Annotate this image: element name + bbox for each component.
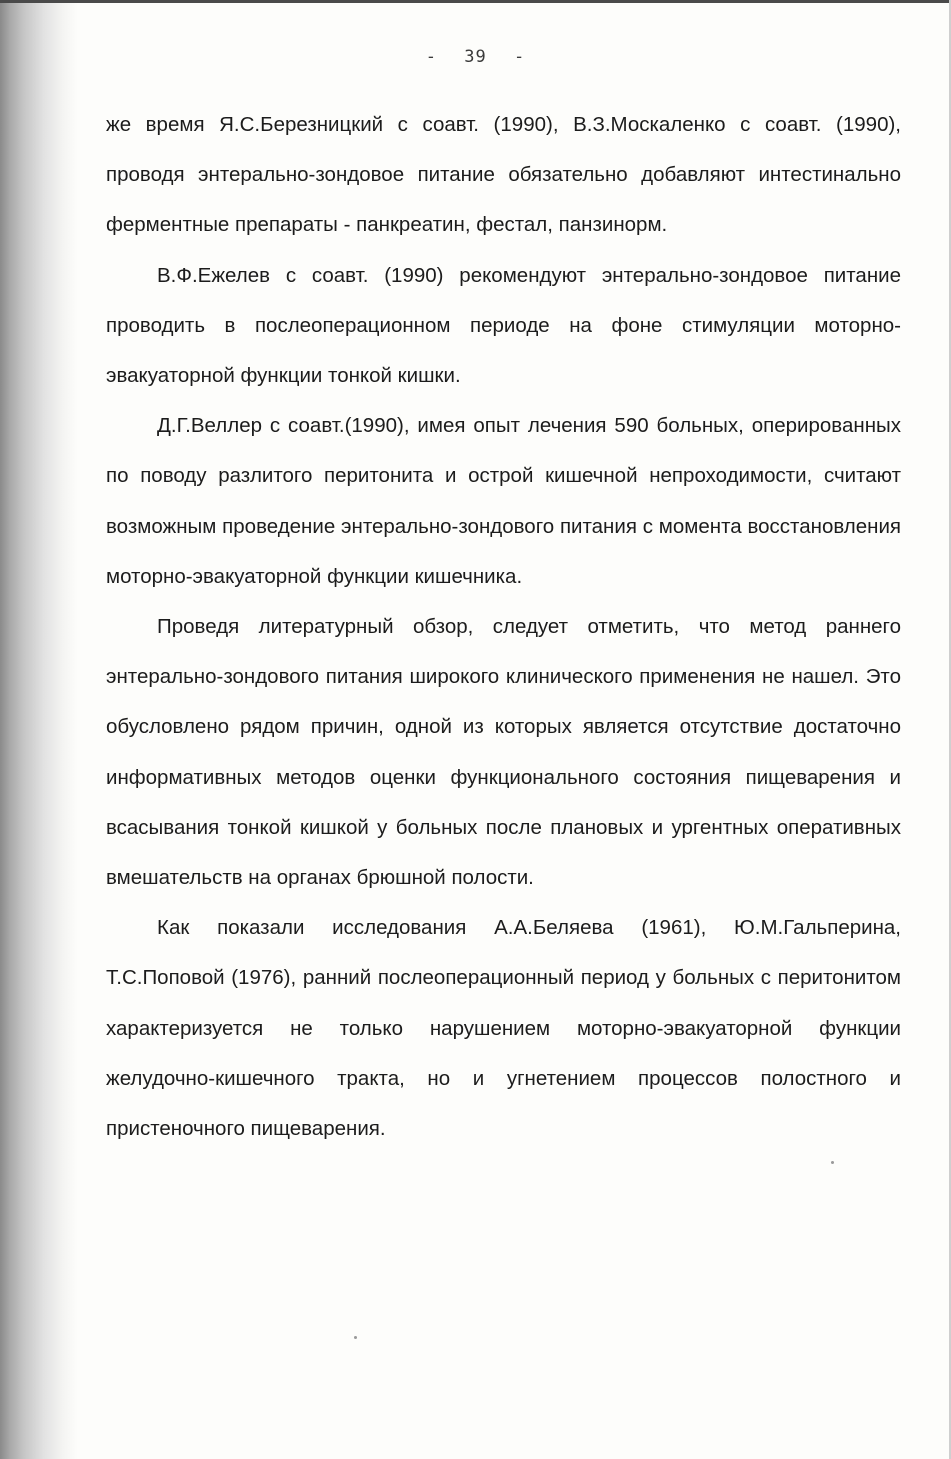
paragraph-ezhelev: В.Ф.Ежелев с соавт. (1990) рекомендуют энтерально-зондовое питание проводить в послеоперационном периоде на фоне стимуляции моторно-эвакуаторной функции тонкой кишки.	[106, 263, 901, 388]
paragraph-literature-review: Проведя литературный обзор, следует отметить, что метод раннего энтерально-зондового питания широкого клинического применения не нашел. Это обусловлено рядом причин, одной из которых является отсутствие достаточно информативных методов оценки функционального состояния пищеварения и всасывания тонкой кишкой у больных после плановых и ургентных оперативных вмешательств на органах брюшной полости.	[106, 615, 901, 890]
scan-speck	[354, 1336, 357, 1339]
scan-speck	[831, 1161, 834, 1164]
paragraph-veller: Д.Г.Веллер с соавт.(1990), имея опыт лечения 590 больных, оперированных по поводу разлитого перитонита и острой кишечной непроходимости, считают возможным проведение энтерально-зондового питания с момента восстановления моторно-эвакуаторной функции кишечника.	[106, 414, 901, 588]
binding-shadow	[0, 0, 78, 1459]
page-number: - 39 -	[425, 47, 526, 67]
paragraph-enteral-enzymes: же время Я.С.Березницкий с соавт. (1990), В.З.Москаленко с соавт. (1990), проводя энтерально-зондовое питание обязательно добавляют интестинально ферментные препараты - панкреатин, фестал, панзинорм.	[106, 113, 901, 237]
body-text	[106, 100, 901, 1154]
paragraph-belyaev: Как показали исследования А.А.Беляева (1961), Ю.М.Гальперина, Т.С.Поповой (1976), ранний послеоперационный период у больных с перитонитом характеризуется не только нарушением моторно-эвакуаторной функции желудочно-кишечного тракта, но и угнетением процессов полостного и пристеночного пищеварения.	[106, 916, 901, 1141]
page-top-edge	[0, 0, 951, 3]
